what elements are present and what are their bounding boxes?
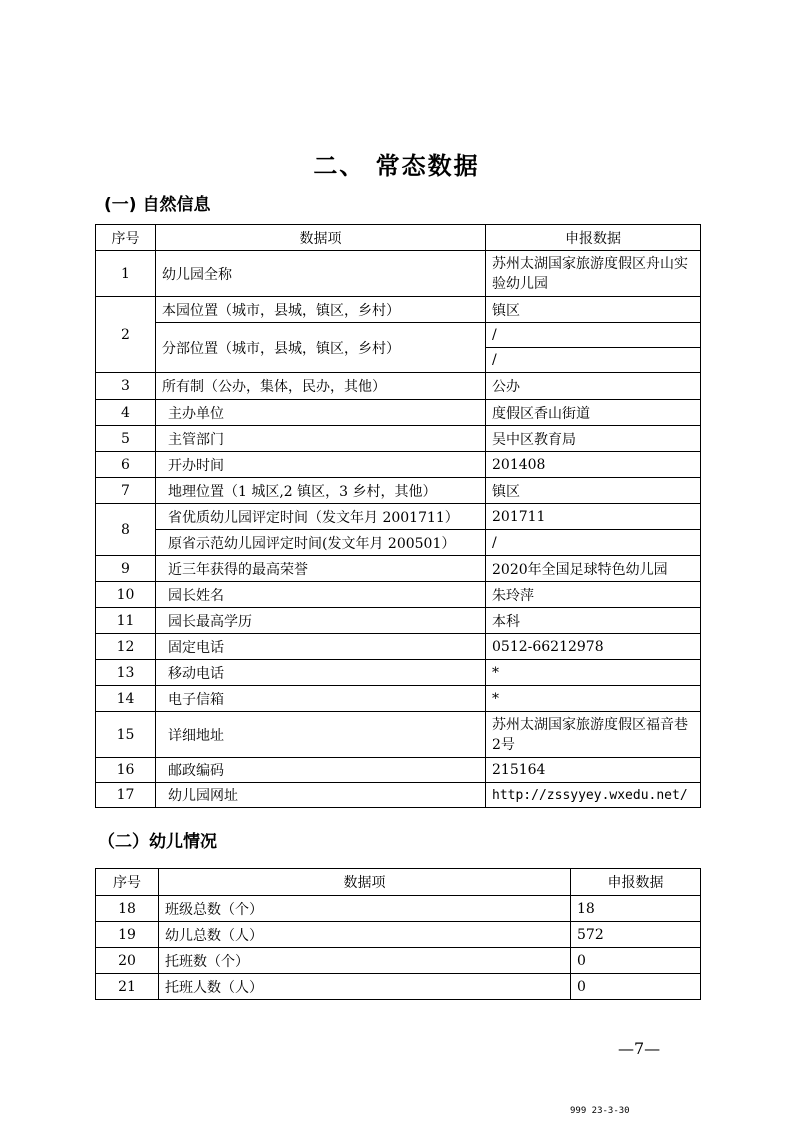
row-number: 18	[96, 896, 159, 922]
item-cell: 省优质幼儿园评定时间（发文年月 2001711）	[156, 504, 486, 530]
header-cell: 数据项	[159, 869, 571, 896]
row-number: 6	[96, 452, 156, 478]
value-cell: *	[486, 686, 701, 712]
item-cell: 原省示范幼儿园评定时间(发文年月 200501）	[156, 530, 486, 556]
item-cell: 主办单位	[156, 400, 486, 426]
item-cell: 园长姓名	[156, 582, 486, 608]
row-number: 17	[96, 783, 156, 808]
table-row	[96, 297, 701, 323]
item-cell: 所有制（公办，集体，民办，其他）	[156, 373, 486, 400]
table-header-row	[96, 225, 701, 251]
value-cell: 0512-66212978	[486, 634, 701, 660]
footer-stamp: 999 23-3-30	[570, 1106, 630, 1116]
table-row	[96, 608, 701, 634]
item-cell: 园长最高学历	[156, 608, 486, 634]
value-cell: 朱玲萍	[486, 582, 701, 608]
item-cell: 详细地址	[156, 712, 486, 758]
value-cell: 镇区	[486, 478, 701, 504]
item-cell: 电子信箱	[156, 686, 486, 712]
page-title: 二、 常态数据	[313, 152, 480, 180]
table-row	[96, 712, 701, 758]
item-cell: 邮政编码	[156, 758, 486, 783]
natural-info-table	[95, 224, 701, 808]
row-number: 12	[96, 634, 156, 660]
value-cell: *	[486, 660, 701, 686]
website-url[interactable]: http://zssyyey.wxedu.net/	[486, 783, 701, 808]
value-cell: 201711	[486, 504, 701, 530]
table-row	[96, 504, 701, 530]
header-cell: 数据项	[156, 225, 486, 251]
table-row	[96, 758, 701, 783]
row-number: 5	[96, 426, 156, 452]
children-info-table	[95, 868, 701, 1000]
item-cell: 主管部门	[156, 426, 486, 452]
table-row	[96, 400, 701, 426]
header-cell: 申报数据	[571, 869, 701, 896]
row-number: 14	[96, 686, 156, 712]
header-cell: 申报数据	[486, 225, 701, 251]
value-cell: /	[486, 530, 701, 556]
table-row	[96, 634, 701, 660]
item-cell: 地理位置（1 城区,2 镇区，3 乡村，其他）	[156, 478, 486, 504]
row-number: 4	[96, 400, 156, 426]
header-cell: 序号	[96, 225, 156, 251]
row-number: 10	[96, 582, 156, 608]
row-number: 11	[96, 608, 156, 634]
value-cell: 2020年全国足球特色幼儿园	[486, 556, 701, 582]
table-row	[96, 452, 701, 478]
table-row	[96, 922, 701, 948]
header-cell: 序号	[96, 869, 159, 896]
row-number: 19	[96, 922, 159, 948]
value-cell: 吴中区教育局	[486, 426, 701, 452]
table-row	[96, 323, 701, 348]
value-cell: 201408	[486, 452, 701, 478]
row-number: 13	[96, 660, 156, 686]
row-number: 15	[96, 712, 156, 758]
item-cell: 开办时间	[156, 452, 486, 478]
table-row	[96, 582, 701, 608]
value-cell: 公办	[486, 373, 701, 400]
table-header-row	[96, 869, 701, 896]
value-cell: 度假区香山街道	[486, 400, 701, 426]
item-cell: 近三年获得的最高荣誉	[156, 556, 486, 582]
value-cell: 镇区	[486, 297, 701, 323]
row-number: 8	[96, 504, 156, 556]
row-number: 9	[96, 556, 156, 582]
value-cell: 0	[571, 974, 701, 1000]
item-cell: 幼儿园网址	[156, 783, 486, 808]
row-number: 2	[96, 297, 156, 373]
value-cell: 215164	[486, 758, 701, 783]
item-cell: 幼儿总数（人）	[159, 922, 571, 948]
item-cell: 幼儿园全称	[156, 251, 486, 297]
table-row	[96, 530, 701, 556]
value-cell: 本科	[486, 608, 701, 634]
section-heading-children: （二）幼儿情况	[98, 832, 217, 852]
value-cell: 572	[571, 922, 701, 948]
table-row	[96, 896, 701, 922]
value-cell: 0	[571, 948, 701, 974]
value-cell: /	[486, 323, 701, 348]
item-cell: 班级总数（个）	[159, 896, 571, 922]
table-row	[96, 660, 701, 686]
item-cell: 分部位置（城市，县城，镇区，乡村）	[156, 323, 486, 373]
row-number: 3	[96, 373, 156, 400]
row-number: 20	[96, 948, 159, 974]
table-row	[96, 556, 701, 582]
row-number: 1	[96, 251, 156, 297]
item-cell: 移动电话	[156, 660, 486, 686]
row-number: 7	[96, 478, 156, 504]
table-row	[96, 426, 701, 452]
value-cell: 苏州太湖国家旅游度假区福音巷2号	[486, 712, 701, 758]
value-cell: 18	[571, 896, 701, 922]
item-cell: 本园位置（城市，县城，镇区，乡村）	[156, 297, 486, 323]
table-row	[96, 373, 701, 400]
value-cell: 苏州太湖国家旅游度假区舟山实验幼儿园	[486, 251, 701, 297]
item-cell: 托班人数（人）	[159, 974, 571, 1000]
table-row	[96, 974, 701, 1000]
table-row	[96, 478, 701, 504]
section-heading-natural-info: (一) 自然信息	[104, 195, 211, 215]
row-number: 16	[96, 758, 156, 783]
table-row	[96, 251, 701, 297]
page-number: —7—	[618, 1039, 661, 1058]
row-number: 21	[96, 974, 159, 1000]
item-cell: 固定电话	[156, 634, 486, 660]
table-row	[96, 686, 701, 712]
value-cell: /	[486, 348, 701, 373]
item-cell: 托班数（个）	[159, 948, 571, 974]
table-row	[96, 783, 701, 808]
table-row	[96, 948, 701, 974]
